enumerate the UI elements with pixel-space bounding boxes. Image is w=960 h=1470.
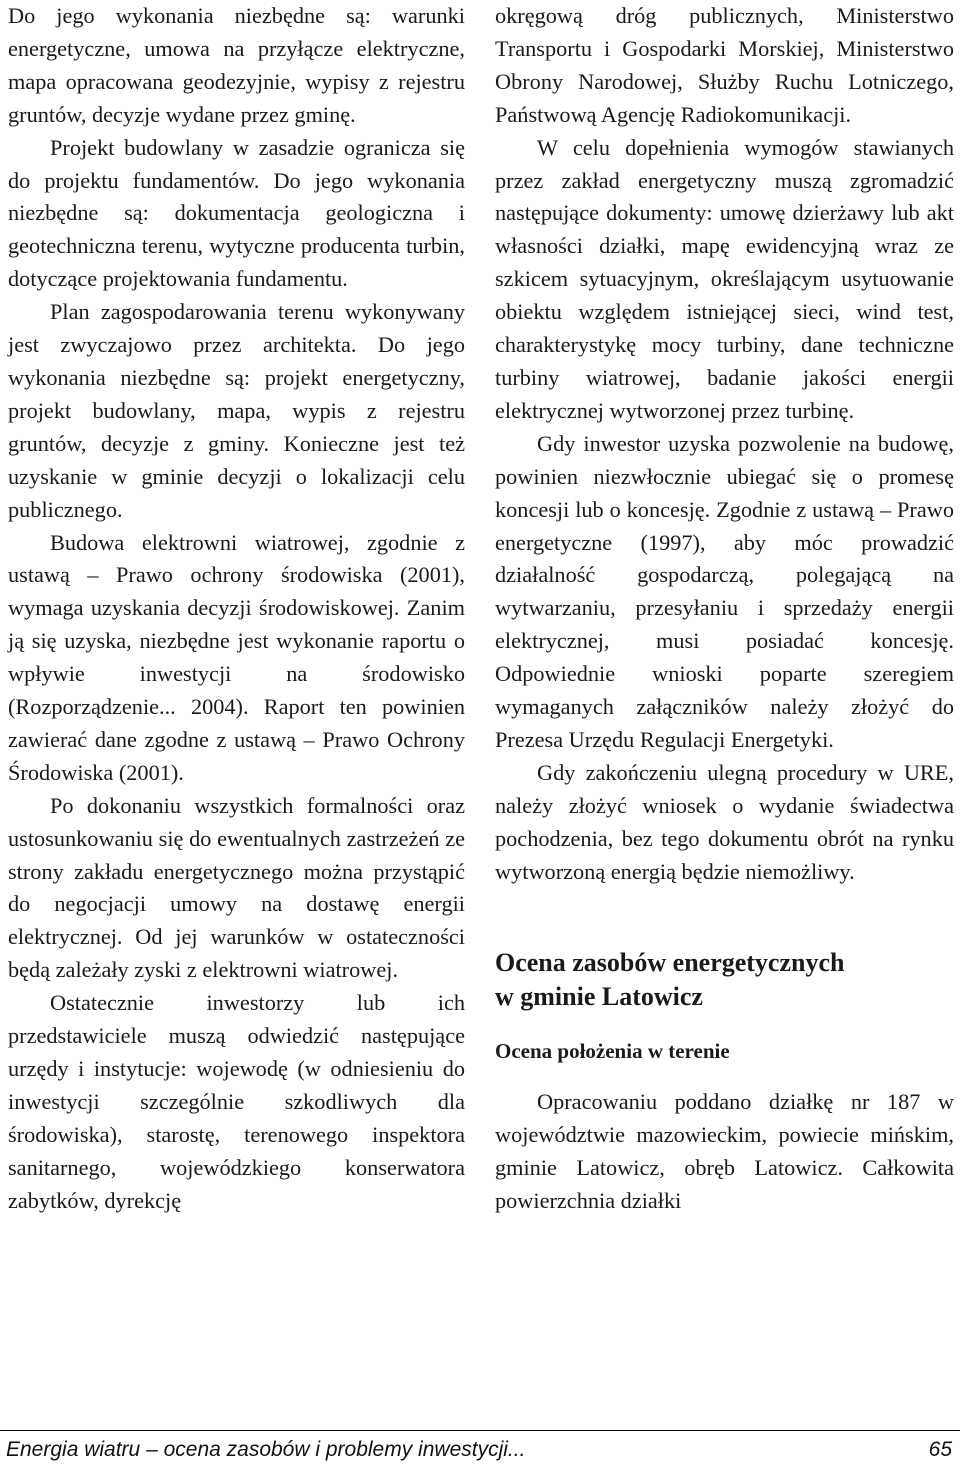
paragraph: Gdy zakończeniu ulegną procedury w URE, należy złożyć wniosek o wydanie świadectwa pochodzenia, bez tego dokumentu obrót na rynku wytworzoną energią będzie niemożliwy. [495, 759, 954, 884]
page-number: 65 [928, 1438, 952, 1461]
running-footer-title: Energia wiatru – ocena zasobów i problemy inwestycji... [6, 1438, 526, 1461]
paragraph: W celu dopełnienia wymogów stawianych przez zakład energetyczny muszą zgromadzić następujące dokumenty: umowę dzierżawy lub akt własności działki, mapę ewidencyjną wraz ze szkicem sytuacyjnym, określającym usytuowanie obiektu względem istniejącej sieci, wind test, charakterystykę mocy turbiny, dane techniczne turbiny wiatrowej, badanie jakości energii elektrycznej wytworzonej przez turbinę. [495, 134, 954, 423]
paragraph: Plan zagospodarowania terenu wykonywany jest zwyczajowo przez architekta. Do jego wykonania niezbędne są: projekt energetyczny, projekt budowlany, mapa, wypis z rejestru gruntów, decyzje z gminy. Konieczne jest też uzyskanie w gminie decyzji o lokalizacji celu publicznego. [8, 299, 465, 522]
paragraph: Do jego wykonania niezbędne są: warunki energetyczne, umowa na przyłącze elektryczne, mapa opracowana geodezyjnie, wypisy z rejestru gruntów, decyzje wydane przez gminę. [8, 3, 465, 127]
paragraph: Po dokonaniu wszystkich formalności oraz ustosunkowaniu się do ewentualnych zastrzeżeń ze strony zakładu energetycznego można przystąpić do negocjacji umowy na dostawę energii elektrycznej. Od jej warunków w ostateczności będą zależały zyski z elektrowni wiatrowej. [8, 792, 465, 983]
paragraph: okręgową dróg publicznych, Ministerstwo Transportu i Gospodarki Morskiej, Ministerstwo Obrony Narodowej, Służby Ruchu Lotniczego, Państwową Agencję Radiokomunikacji. [495, 3, 954, 127]
section-spacer [495, 888, 954, 946]
paragraph: Budowa elektrowni wiatrowej, zgodnie z ustawą – Prawo ochrony środowiska (2001), wymaga uzyskania decyzji środowiskowej. Zanim ją się uzyska, niezbędne jest wykonanie raportu o wpływie inwestycji na środowisko (Rozporządzenie... 2004). Raport ten powinien zawierać dane zgodne z ustawą – Prawo Ochrony Środowiska (2001). [8, 529, 465, 785]
paragraph: Projekt budowlany w zasadzie ogranicza się do projektu fundamentów. Do jego wykonania niezbędne są: dokumentacja geologiczna i geotechniczna terenu, wytyczne producenta turbin, dotyczące projektowania fundamentu. [8, 134, 465, 292]
left-text-column [8, 0, 465, 1218]
paragraph: Ostatecznie inwestorzy lub ich przedstawiciele muszą odwiedzić następujące urzędy i instytucje: wojewodę (w odniesieniu do inwestycji szczególnie szkodliwych dla środowiska), starostę, terenowego inspektora sanitarnego, wojewódzkiego konserwatora zabytków, dyrekcję [8, 990, 465, 1213]
subsection-spacer [495, 1014, 954, 1036]
section-heading-line: Ocena zasobów energetycznych [495, 948, 845, 978]
subsection-heading: Ocena położenia w terenie [495, 1039, 730, 1064]
footer-divider [0, 1430, 960, 1431]
paragraph-spacer [495, 1066, 954, 1086]
section-heading [495, 946, 954, 1014]
right-text-column [495, 0, 954, 1218]
section-heading-line: w gminie Latowicz [495, 982, 703, 1012]
paragraph: Opracowaniu poddano działkę nr 187 w województwie mazowieckim, powiecie mińskim, gminie Latowicz, obręb Latowicz. Całkowita powierzchnia działki [495, 1089, 954, 1214]
paragraph: Gdy inwestor uzyska pozwolenie na budowę, powinien niezwłocznie ubiegać się o promesę koncesji lub o koncesję. Zgodnie z ustawą – Prawo energetyczne (1997), aby móc prowadzić działalność gospodarczą, polegającą na wytwarzaniu, przesyłaniu i sprzedaży energii elektrycznej, musi posiadać koncesję. Odpowiednie wnioski poparte szeregiem wymaganych załączników należy złożyć do Prezesa Urzędu Regulacji Energetyki. [495, 430, 954, 752]
